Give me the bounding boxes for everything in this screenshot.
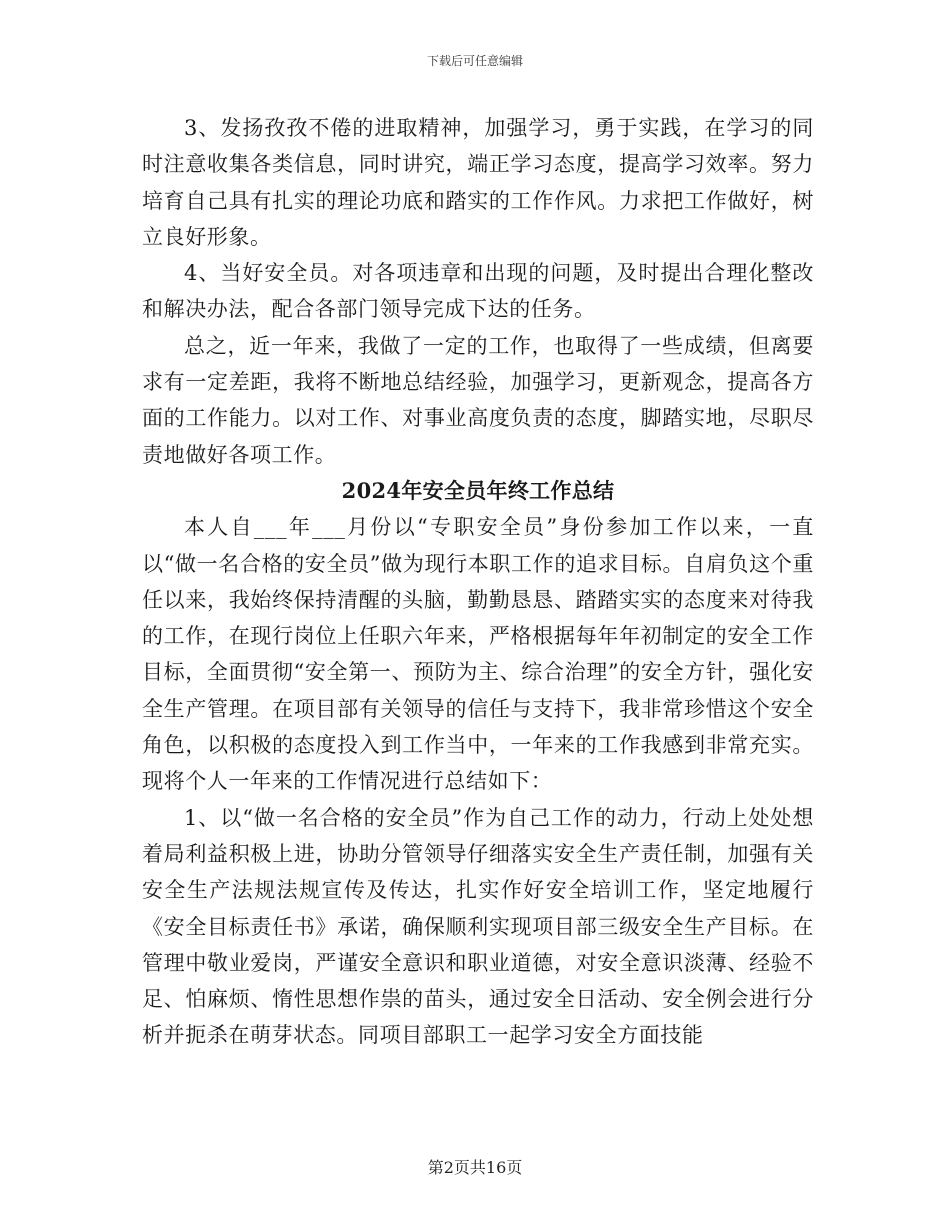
section-title: 2024年安全员年终工作总结 — [341, 477, 615, 503]
paragraph-item-4: 4、当好安全员。对各项违章和出现的问题，及时提出合理化整改和解决办法，配合各部门领导完成下达的任务。 — [142, 261, 814, 322]
paragraph-item-3: 3、发扬孜孜不倦的进取精神，加强学习，勇于实践，在学习的同时注意收集各类信息，同时讲究，端正学习态度，提高学习效率。努力培育自己具有扎实的理论功底和踏实的工作作风。力求把工作做好，树立良好形象。 — [142, 116, 814, 249]
paragraph-summary: 总之，近一年来，我做了一定的工作，也取得了一些成绩，但离要求有一定差距，我将不断地总结经验，加强学习，更新观念，提高各方面的工作能力。以对工作、对事业高度负责的态度，脚踏实地，尽职尽责地做好各项工作。 — [142, 333, 814, 467]
paragraph-intro: 本人自___年___月份以“专职安全员”身份参加工作以来，一直以“做一名合格的安全员”做为现行本职工作的追求目标。自肩负这个重任以来，我始终保持清醒的头脑，勤勤恳恳、踏踏实实的态度来对待我的工作，在现行岗位上任职六年来，严格根据每年年初制定的安全工作目标，全面贯彻“安全第一、预防为主、综合治理”的安全方针，强化安全生产管理。在项目部有关领导的信任与支持下，我非常珍惜这个安全角色，以积极的态度投入到工作当中，一年来的工作我感到非常充实。现将个人一年来的工作情况进行总结如下： — [142, 515, 814, 794]
document-body — [142, 110, 814, 1054]
page-header: 下载后可任意编辑 — [426, 54, 523, 68]
page-number: 第2页共16页 — [427, 1158, 523, 1177]
paragraph-item-1: 1、以“做一名合格的安全员”作为自己工作的动力，行动上处处想着局利益积极上进，协助分管领导仔细落实安全生产责任制，加强有关安全生产法规法规宣传及传达，扎实作好安全培训工作，坚定地履行《安全目标责任书》承诺，确保顺利实现项目部三级安全生产目标。在管理中敬业爱岗，严谨安全意识和职业道德，对安全意识淡薄、经验不足、怕麻烦、惰性思想作祟的苗头，通过安全日活动、安全例会进行分析并扼杀在萌芽状态。同项目部职工一起学习安全方面技能 — [142, 805, 814, 1048]
